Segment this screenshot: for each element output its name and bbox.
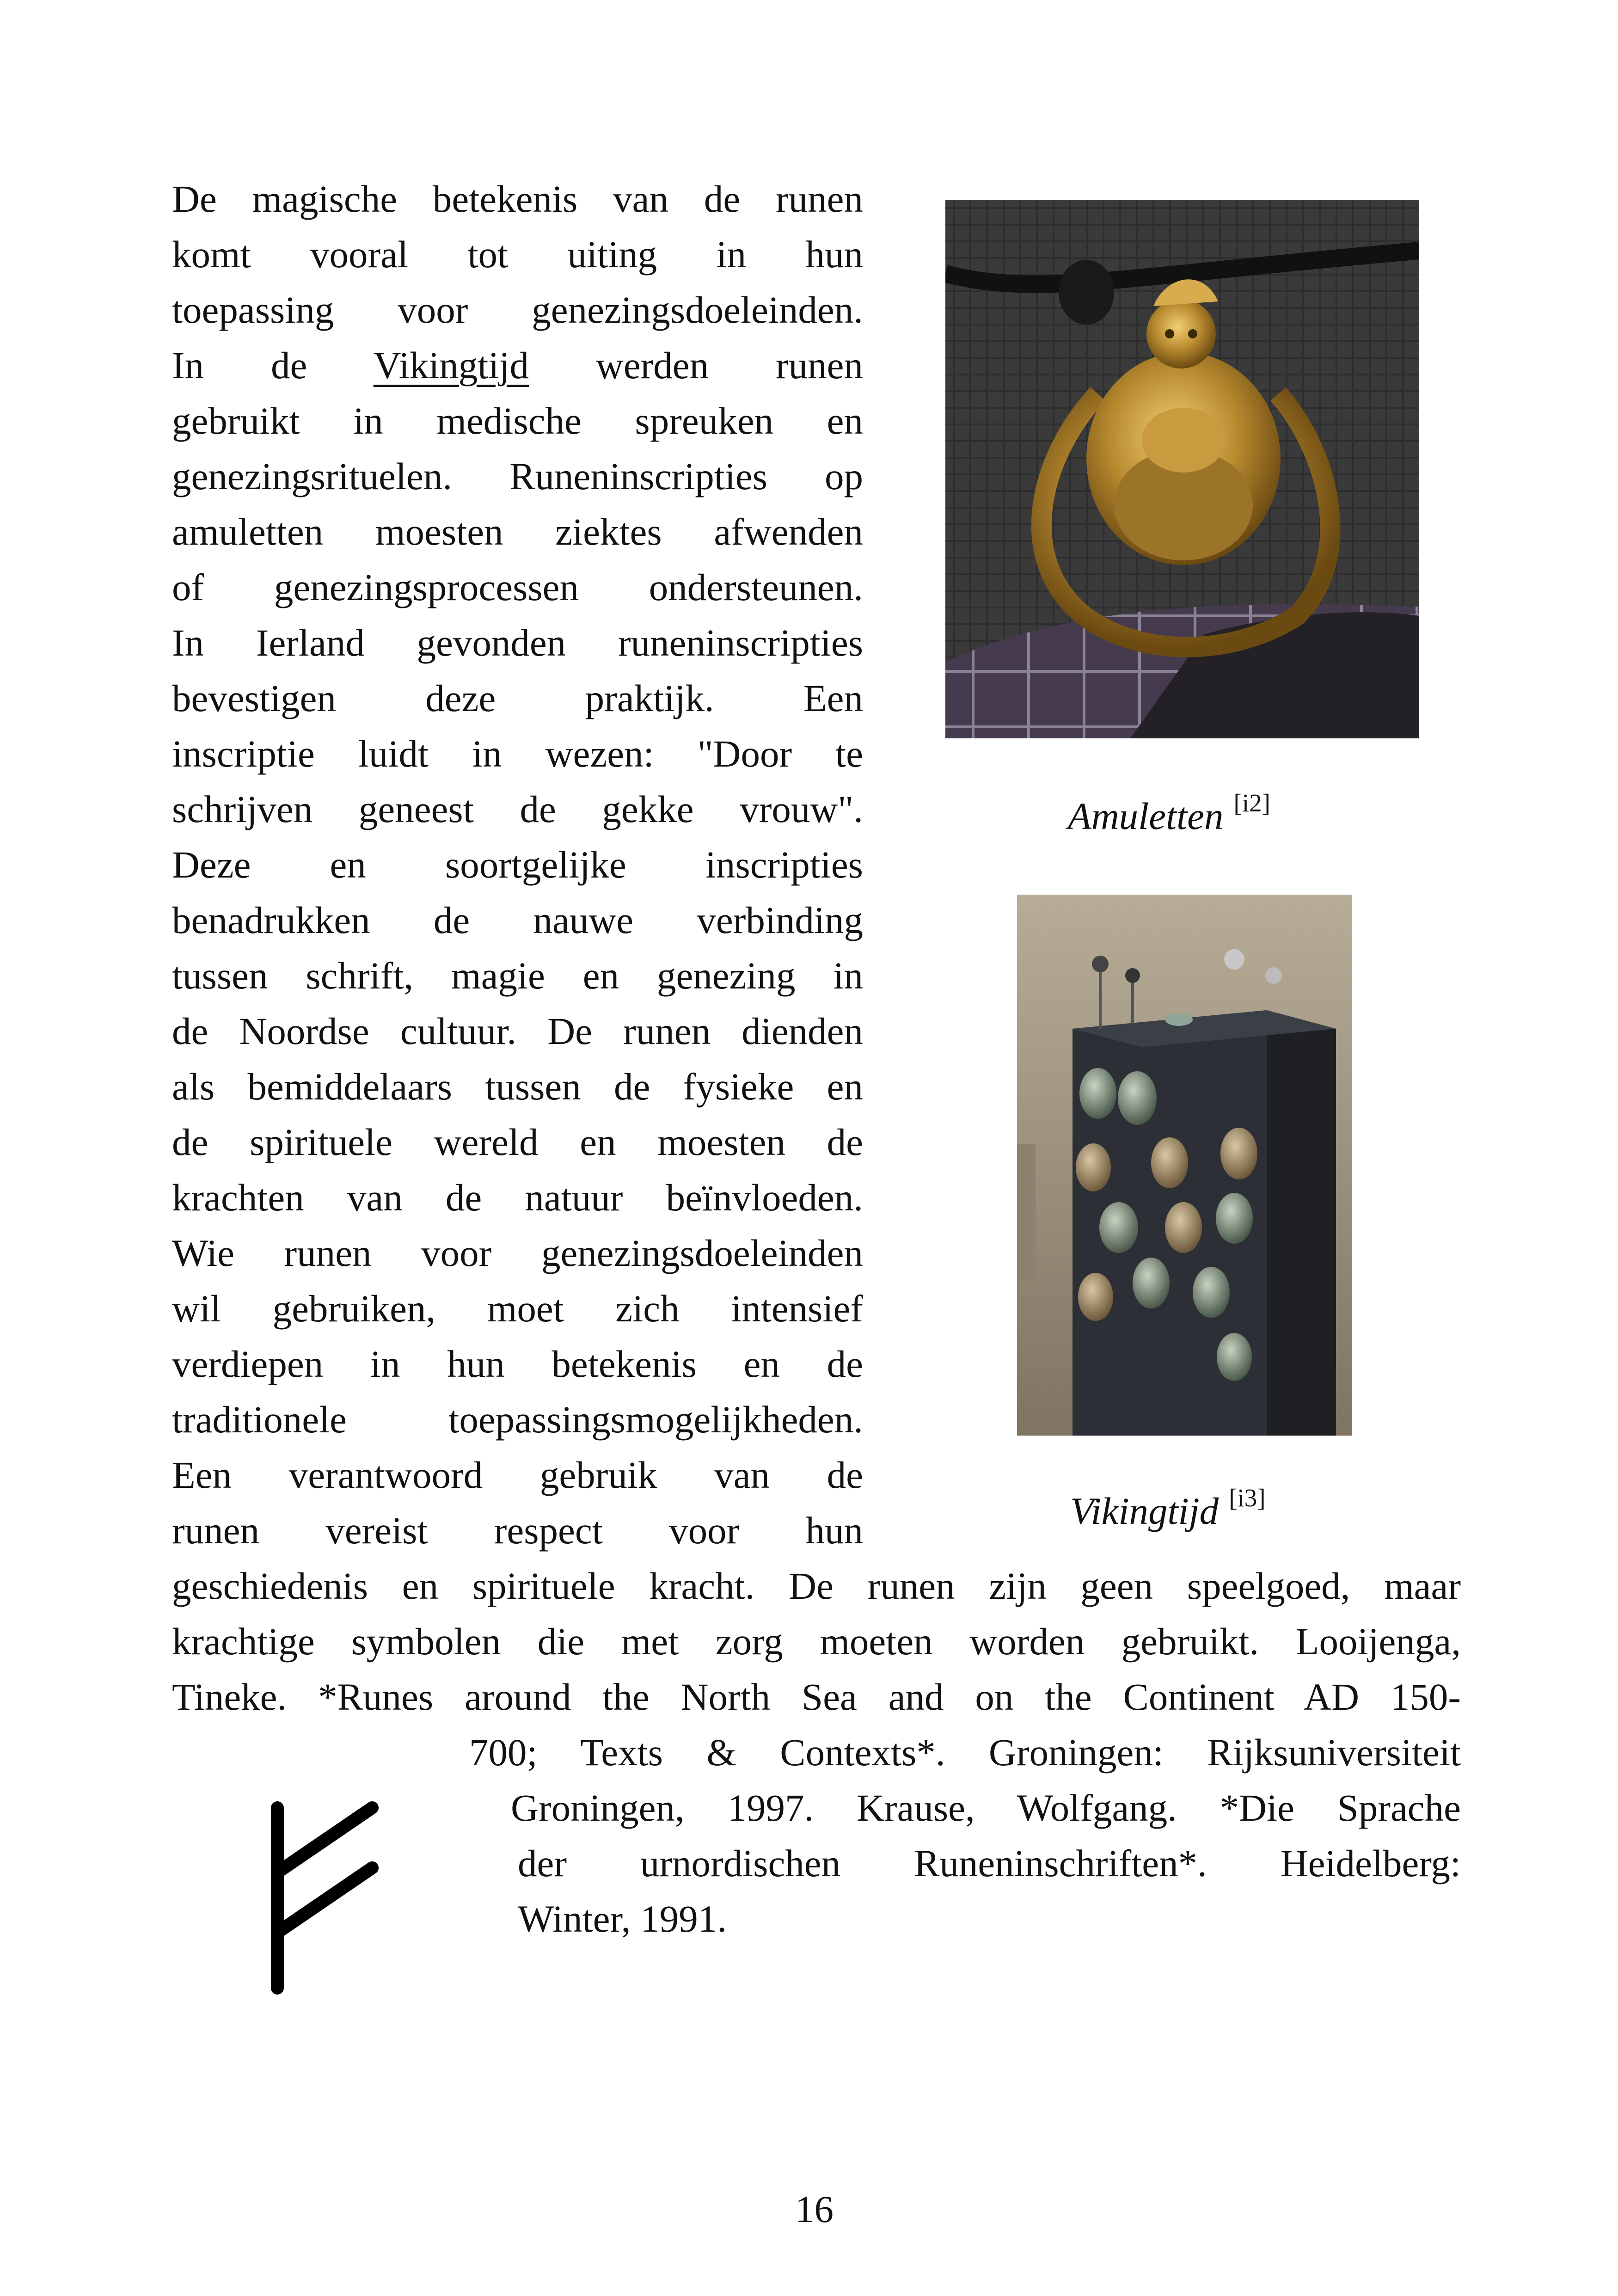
text-line-with-link: [172, 338, 863, 393]
text-line: komt vooral tot uiting in hun: [172, 233, 863, 276]
text-line: krachten van de natuur beïnvloeden.: [172, 1176, 863, 1219]
page-number: 16: [795, 2188, 834, 2230]
text-line: Een verantwoord gebruik van de: [172, 1454, 863, 1496]
text-segment: In de: [172, 344, 307, 387]
text-line: of genezingsprocessen ondersteunen.: [172, 566, 863, 608]
text-line: inscriptie luidt in wezen: "Door te: [172, 732, 863, 775]
text-line: runen vereist respect voor hun: [172, 1509, 863, 1552]
text-line: verdiepen in hun betekenis en de: [172, 1343, 863, 1385]
caption-text: Vikingtijd: [1070, 1490, 1219, 1532]
reference-line: 700; Texts & Contexts*. Groningen: Rijksuniversiteit: [469, 1731, 1461, 1774]
text-line: gebruikt in medische spreuken en: [172, 399, 863, 442]
text-line: schrijven geneest de gekke vrouw".: [172, 788, 863, 830]
reference-line: der urnordischen Runeninschriften*. Heidelberg:: [518, 1842, 1461, 1885]
vikingtijd-link[interactable]: Vikingtijd: [373, 344, 529, 387]
reference-line: Groningen, 1997. Krause, Wolfgang. *Die Sprache: [511, 1786, 1461, 1829]
vikingtijd-display-photo: [1017, 895, 1352, 1436]
text-line: Tineke. *Runes around the North Sea and on the Continent AD 150-: [172, 1676, 1461, 1718]
text-segment: werden runen: [595, 344, 863, 387]
fehu-rune-icon: [264, 1794, 388, 1997]
text-line: amuletten moesten ziektes afwenden: [172, 510, 863, 553]
text-line: de Noordse cultuur. De runen dienden: [172, 1010, 863, 1052]
text-line: toepassing voor genezingsdoeleinden.: [172, 289, 863, 331]
text-line: Wie runen voor genezingsdoeleinden: [172, 1232, 863, 1274]
text-line: de spirituele wereld en moesten de: [172, 1121, 863, 1163]
amulet-photo: [945, 200, 1419, 738]
text-line: bevestigen deze praktijk. Een: [172, 677, 863, 719]
caption-ref: [i3]: [1229, 1484, 1266, 1512]
text-line: krachtige symbolen die met zorg moeten worden gebruikt. Looijenga,: [172, 1620, 1461, 1663]
reference-line: Winter, 1991.: [518, 1897, 727, 1940]
text-line: tussen schrift, magie en genezing in: [172, 954, 863, 997]
text-line: Deze en soortgelijke inscripties: [172, 843, 863, 886]
caption-text: Amuletten: [1068, 795, 1224, 837]
caption-ref: [i2]: [1233, 789, 1270, 817]
text-line: wil gebruiken, moet zich intensief: [172, 1287, 863, 1330]
text-line: In Ierland gevonden runeninscripties: [172, 621, 863, 664]
text-line: benadrukken de nauwe verbinding: [172, 899, 863, 941]
text-line: De magische betekenis van de runen: [172, 178, 863, 220]
figure-caption-vikingtijd: [1070, 1483, 1266, 1533]
text-line: traditionele toepassingsmogelijkheden.: [172, 1398, 863, 1441]
text-line: als bemiddelaars tussen de fysieke en: [172, 1065, 863, 1108]
text-line: geschiedenis en spirituele kracht. De runen zijn geen speelgoed, maar: [172, 1565, 1461, 1607]
figure-caption-amuletten: [1068, 788, 1270, 838]
text-line: genezingsrituelen. Runeninscripties op: [172, 455, 863, 497]
